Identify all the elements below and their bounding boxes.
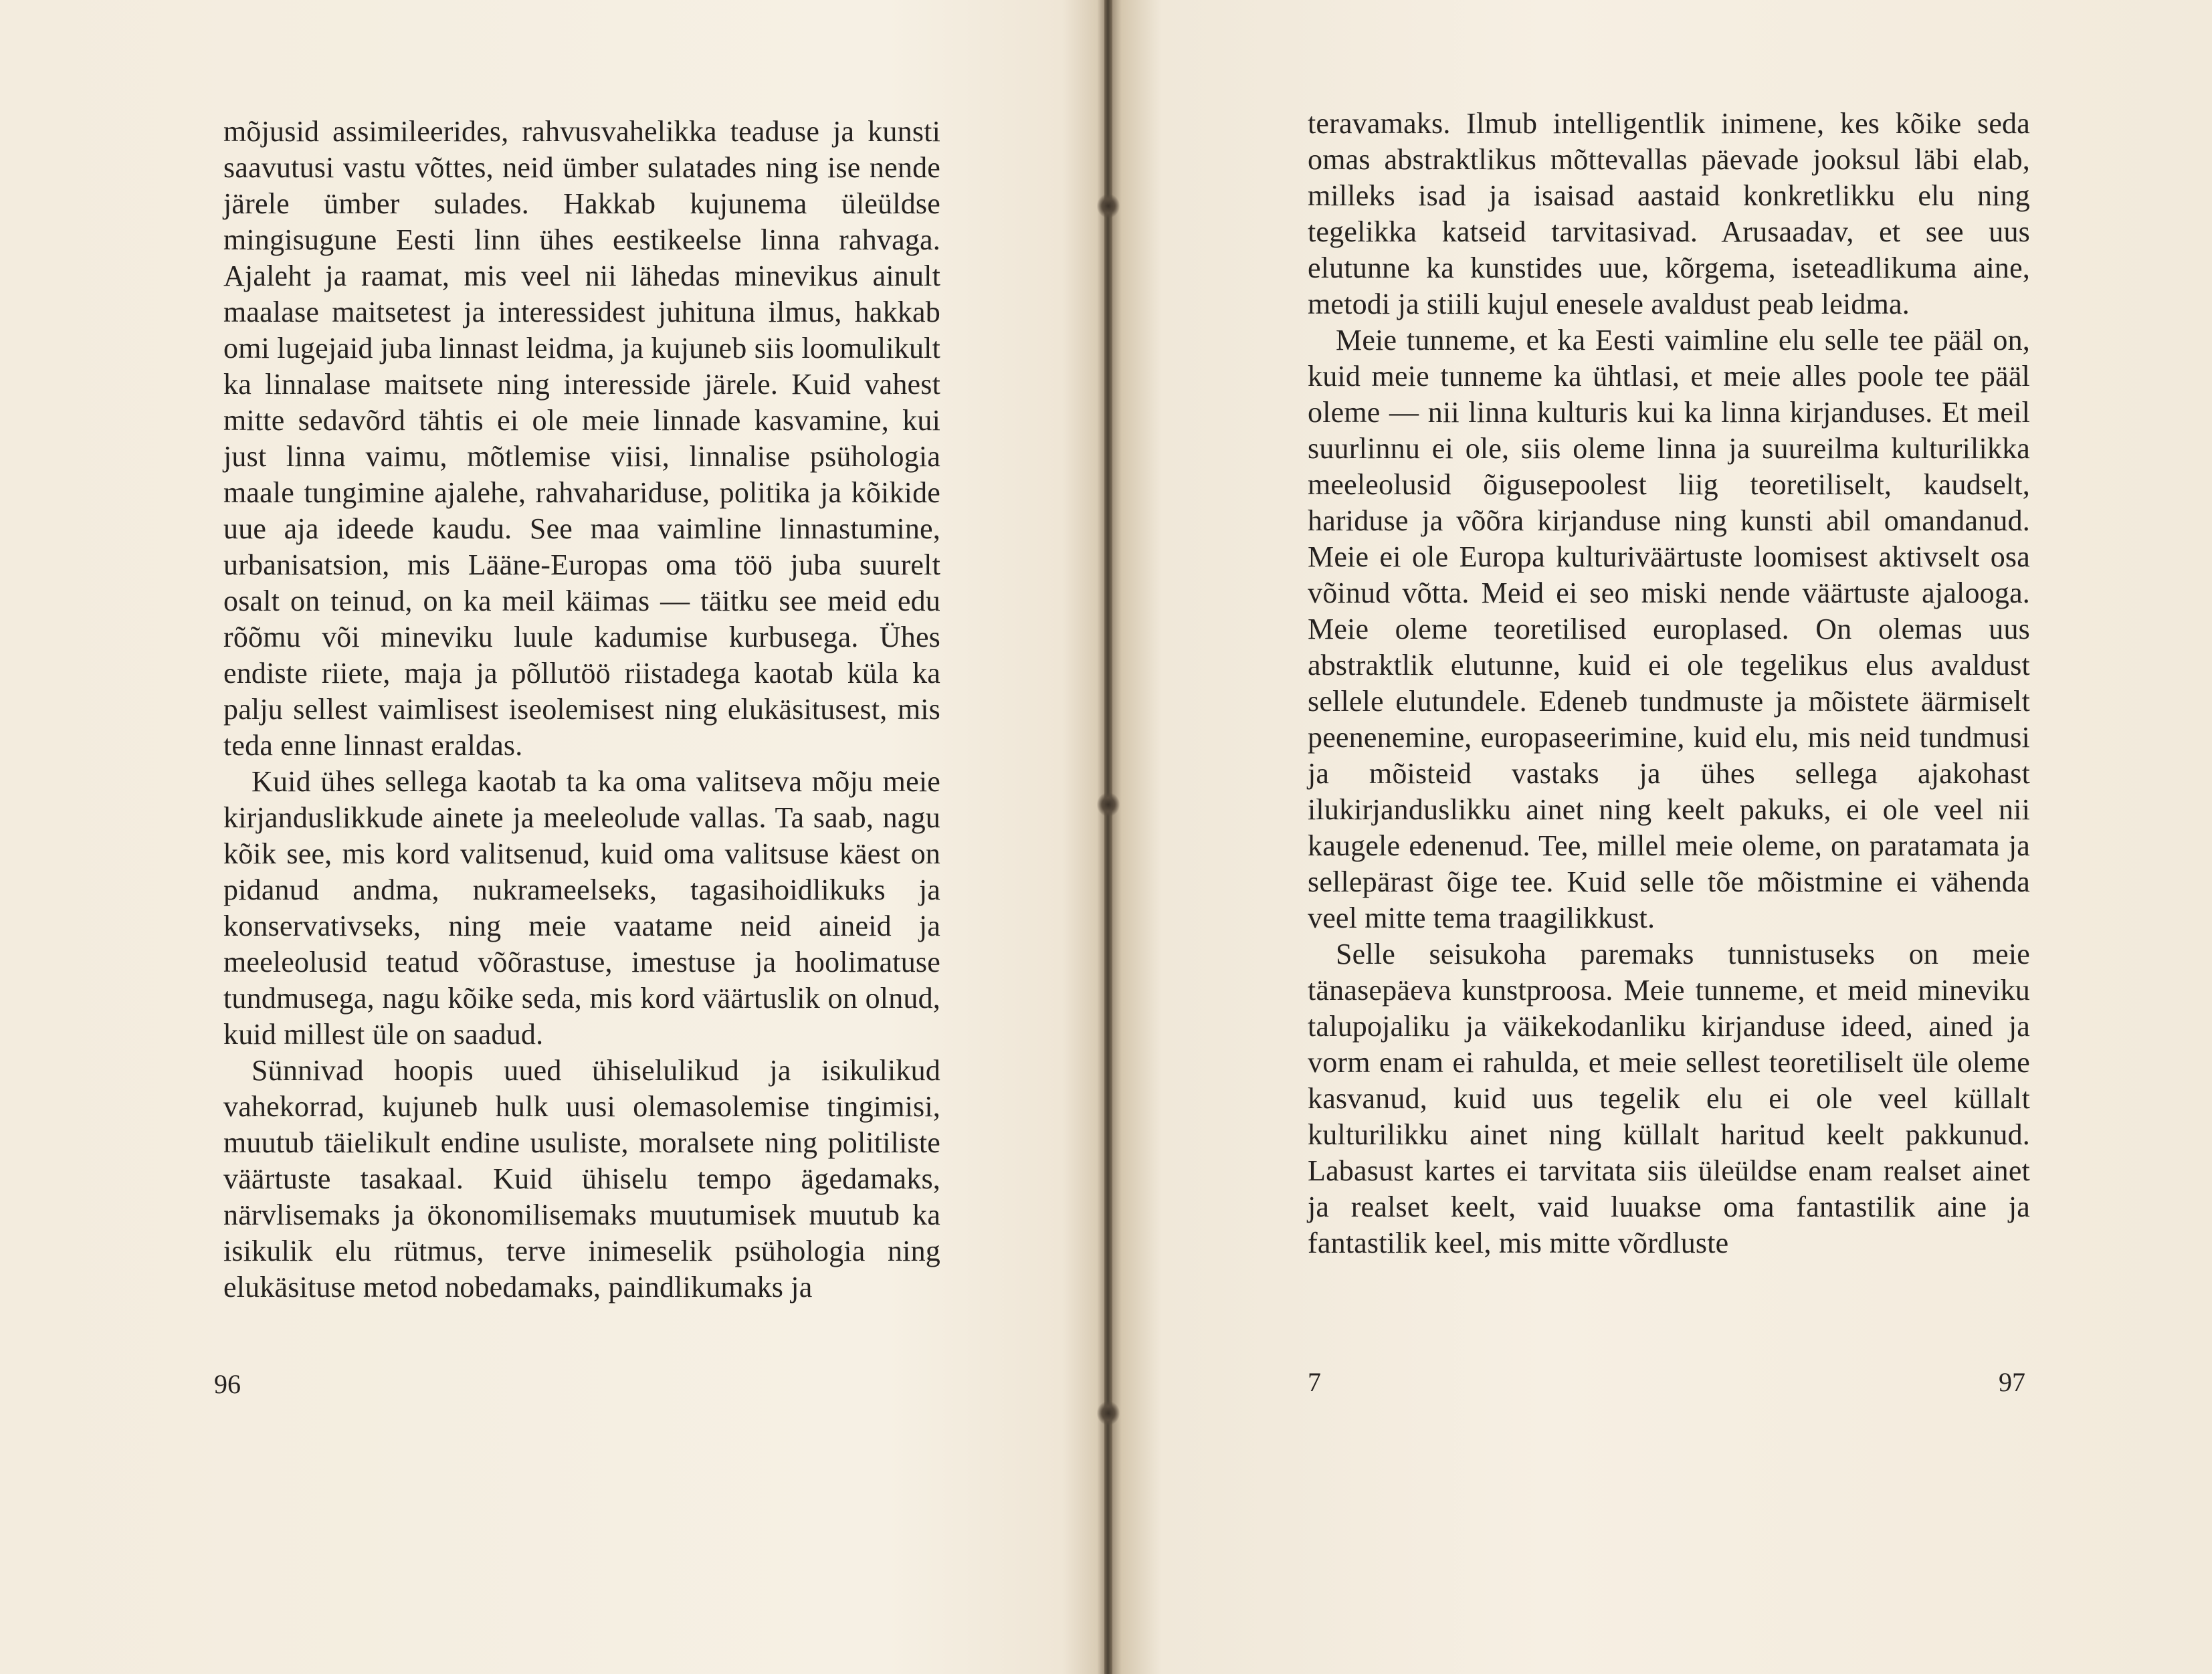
paragraph: Kuid ühes sellega kaotab ta ka oma valitseva mõju meie kirjanduslikkude ainete ja meeleolude vallas. Ta saab, nagu kõik see, mis kord valitsenud, kuid oma valitsuse käest on pidanud andma, nukrameelseks, tagasihoidlikuks ja konservativseks, ning meie vaatame neid aineid ja meeleolusid teatud võõrastuse, imestuse ja hoolimatuse tundmusega, nagu kõike seda, mis kord väärtuslik on olnud, kuid millest üle on saadud.: [223, 765, 940, 1051]
page-number: 97: [1999, 1367, 2025, 1397]
paragraph: mõjusid assimileerides, rahvusvahelikka teaduse ja kunsti saavutusi vastu võttes, neid ümber sulatades ning ise nende järele ümber sulades. Hakkab kujunema üleüldse mingisugune Eesti linn ühes eestikeelse linna rahvaga. Ajaleht ja raamat, mis veel nii lähedas minevikus ainult maalase maitsetest ja interessidest juhituna ilmus, hakkab omi lugejaid juba linnast leidma, ja kujuneb siis loomulikult ka linnalase maitsete ning interesside järele. Kuid vahest mitte sedavõrd tähtis ei ole meie linnade kasvamine, kui just linna vaimu, mõtlemise viisi, linnalise psühologia maale tungimine ajalehe, rahvahariduse, politika ja kõikide uue aja ideede kaudu. See maa vaimline linnastumine, urbanisatsion, mis Lääne-Europas oma töö juba suurelt osalt on teinud, on ka meil käimas — täitku see meid edu rõõmu või mineviku luule kadumise kurbusega. Ühes endiste riiete, maja ja põllutöö riistadega kaotab küla ka palju sellest vaimlisest iseolemisest ning elukäsitusest, mis teda enne linnast eraldas.: [223, 115, 940, 762]
signature-mark: 7: [1308, 1367, 1321, 1397]
paragraph: Meie tunneme, et ka Eesti vaimline elu selle tee pääl on, kuid meie tunneme ka ühtlasi, et meie alles poole tee pääl oleme — nii linna kulturis kui ka linna kirjanduses. Et meil suurlinnu ei ole, siis oleme linna ja suureilma kulturilikka meeleolusid õigusepoolest liig teoretiliselt, kaudselt, hariduse ja võõra kirjanduse ning kunsti abil omandanud. Meie ei ole Europa kulturiväärtuste loomisest aktivselt osa võinud võtta. Meid ei seo miski nende väärtuste ajalooga. Meie oleme teoretilised europlased. On olemas uus abstraktlik elutunne, kuid ei ole tegelikus elus avaldust sellele elutundele. Edeneb tundmuste ja mõistete äärmiselt peenenemine, europaseerimine, kuid elu, mis neid tundmusi ja mõisteid vastaks ja ühes sellega ajakohast ilukirjanduslikku ainet ning keelt pakuks, ei ole veel nii kaugele edenenud. Tee, millel meie oleme, on paratamata ja sellepärast õige tee. Kuid selle tõe mõistmine ei vähenda veel mitte tema traagilikkust.: [1308, 324, 2030, 934]
paragraph: Sünnivad hoopis uued ühiselulikud ja isikulikud vahekorrad, kujuneb hulk uusi olemasolemise tingimisi, muutub täielikult endine usuliste, moralsete ning politiliste väärtuste tasakaal. Kuid ühiselu tempo ägedamaks, närvlisemaks ja ökonomilisemaks muutumisek muutub ka isikulik elu rütmus, terve inimeselik psühologia ning elukäsituse metod nobedamaks, paindlikumaks ja: [223, 1054, 940, 1303]
right-page: [1114, 0, 2212, 1674]
paragraph: teravamaks. Ilmub intelligentlik inimene, kes kõike seda omas abstraktlikus mõttevallas päevade jooksul läbi elab, milleks isad ja isaisad aastaid konkretlikku elu ning tegelikka katseid tarvitasivad. Arusaadav, et see uus elutunne ka kunstides uue, kõrgema, iseteadlikuma aine, metodi ja stiili kujul enesele avaldust peab leidma.: [1308, 107, 2030, 320]
right-page-text: [1308, 106, 2030, 1261]
left-page: [0, 0, 1104, 1674]
left-page-text: [223, 114, 940, 1305]
paragraph: Selle seisukoha paremaks tunnistuseks on meie tänasepäeva kunstproosa. Meie tunneme, et meid mineviku talupojaliku ja väikekodanliku kirjanduse ideed, ained ja vorm enam ei rahulda, et meie sellest teoretiliselt üle oleme kasvanud, kuid uus tegelik elu ei ole veel küllalt kulturilikku ainet ning küllalt haritud keelt pakkunud. Labasust kartes ei tarvitata siis üleüldse enam realset ainet ja realset keelt, vaid luuakse oma fantastilik aine ja fantastilik keel, mis mitte võrdluste: [1308, 938, 2030, 1259]
page-number: 96: [214, 1369, 241, 1399]
